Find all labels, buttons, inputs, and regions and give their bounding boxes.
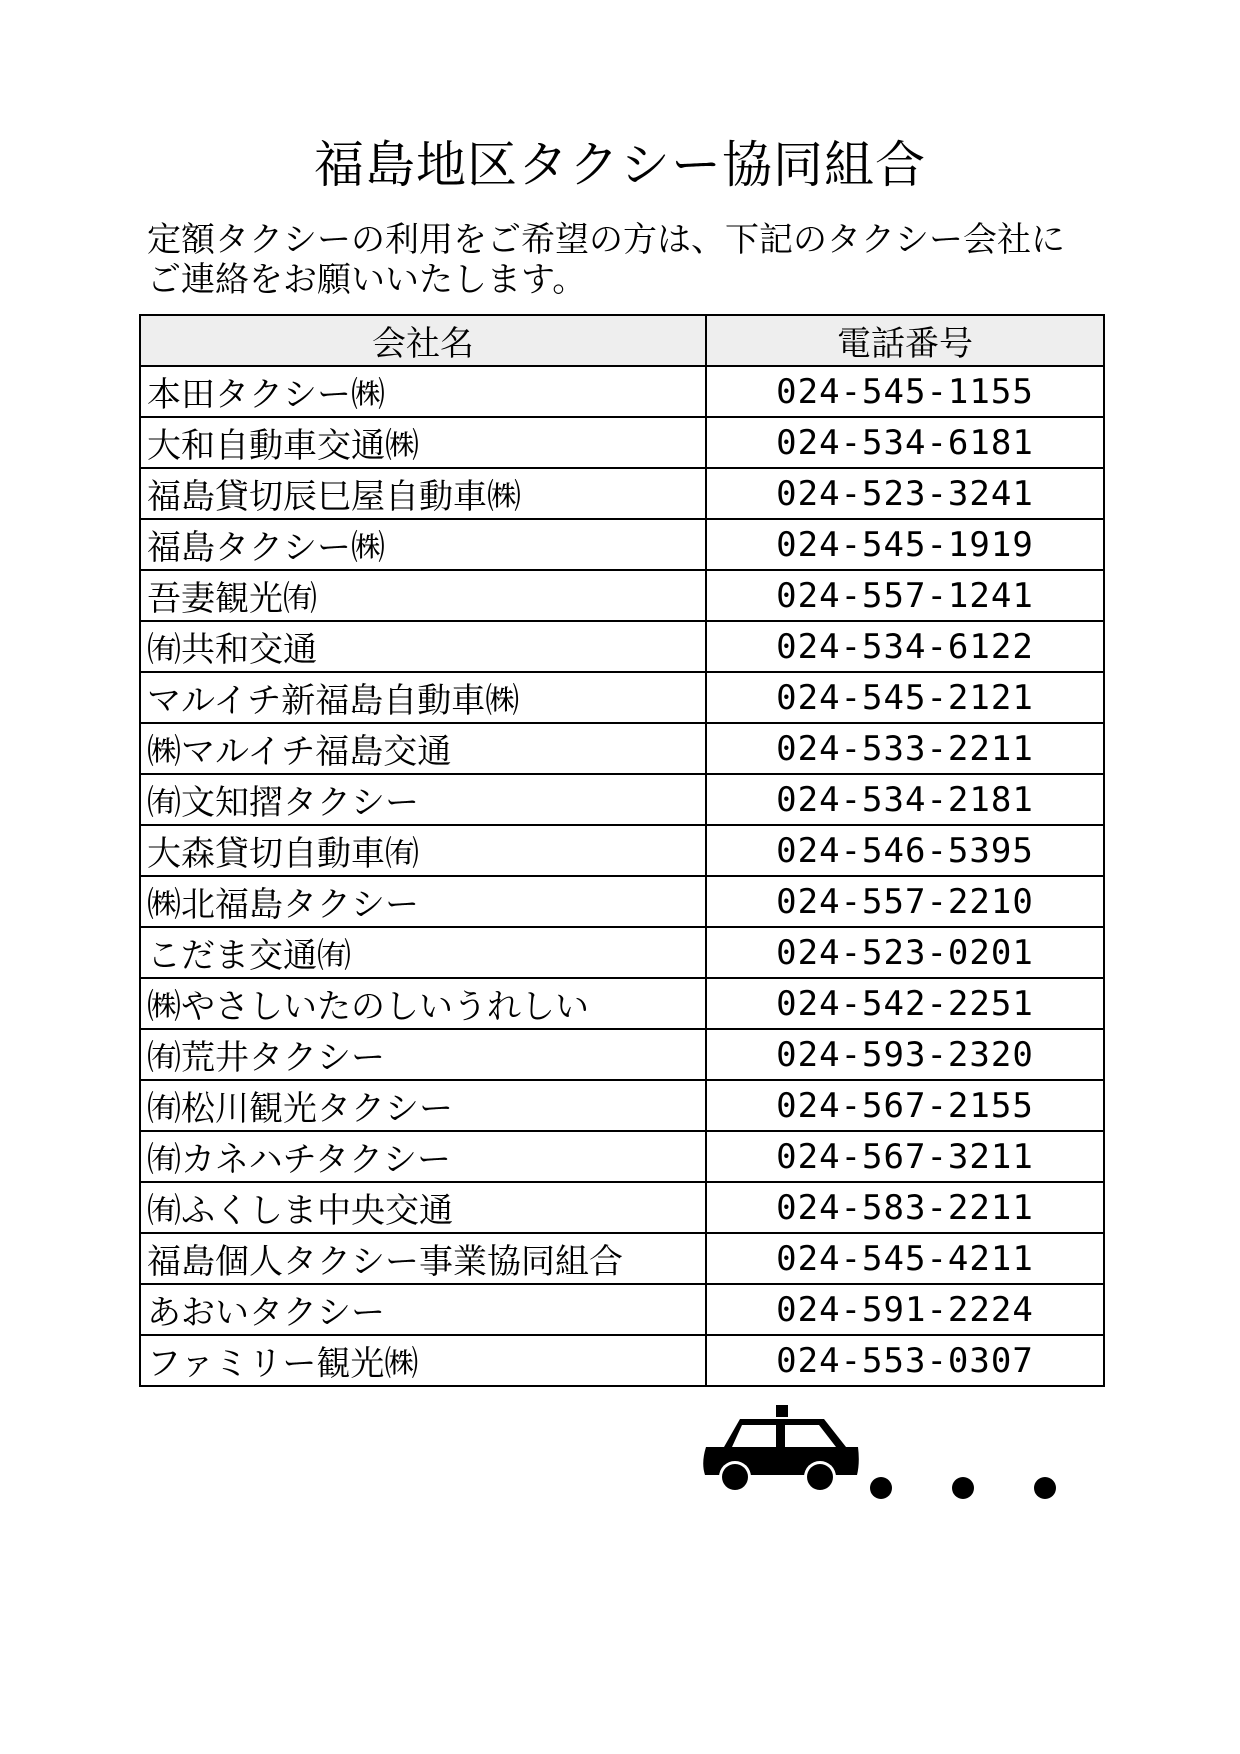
phone-number-cell: 024-553-0307 — [706, 1335, 1104, 1386]
phone-number-cell: 024-567-2155 — [706, 1080, 1104, 1131]
phone-number-cell: 024-545-1919 — [706, 519, 1104, 570]
phone-number-cell: 024-533-2211 — [706, 723, 1104, 774]
company-name-cell: ㈲カネハチタクシー — [140, 1131, 706, 1182]
dot-icon — [952, 1477, 974, 1499]
table-row — [140, 468, 1104, 519]
table-row — [140, 876, 1104, 927]
phone-number-cell: 024-534-6181 — [706, 417, 1104, 468]
phone-number-cell: 024-545-2121 — [706, 672, 1104, 723]
company-name-cell: ファミリー観光㈱ — [140, 1335, 706, 1386]
phone-number-cell: 024-593-2320 — [706, 1029, 1104, 1080]
phone-number-cell: 024-545-1155 — [706, 366, 1104, 417]
taxi-wheel-rear-icon — [807, 1464, 833, 1490]
header-phone-number: 電話番号 — [706, 315, 1104, 366]
company-name-cell: 本田タクシー㈱ — [140, 366, 706, 417]
phone-number-cell: 024-534-6122 — [706, 621, 1104, 672]
table-row — [140, 1335, 1104, 1386]
phone-number-cell: 024-583-2211 — [706, 1182, 1104, 1233]
company-name-cell: マルイチ新福島自動車㈱ — [140, 672, 706, 723]
taxi-sign-icon — [776, 1405, 788, 1417]
table-row — [140, 927, 1104, 978]
table-row — [140, 1182, 1104, 1233]
dot-icon — [870, 1477, 892, 1499]
taxi-company-table — [139, 314, 1105, 1387]
header-company-name: 会社名 — [140, 315, 706, 366]
taxi-icon — [700, 1405, 1070, 1515]
phone-number-cell: 024-523-3241 — [706, 468, 1104, 519]
company-name-cell: 大和自動車交通㈱ — [140, 417, 706, 468]
table-row — [140, 774, 1104, 825]
intro-line-1: 定額タクシーの利用をご希望の方は、下記のタクシー会社に — [147, 220, 1065, 260]
company-name-cell: ㈱やさしいたのしいうれしい — [140, 978, 706, 1029]
phone-number-cell: 024-591-2224 — [706, 1284, 1104, 1335]
phone-number-cell: 024-557-2210 — [706, 876, 1104, 927]
company-name-cell: ㈲共和交通 — [140, 621, 706, 672]
phone-number-cell: 024-557-1241 — [706, 570, 1104, 621]
table-header-row — [140, 315, 1104, 366]
table-row — [140, 723, 1104, 774]
phone-number-cell: 024-523-0201 — [706, 927, 1104, 978]
intro-line-2: ご連絡をお願いいたします。 — [147, 260, 587, 300]
intro-text — [147, 220, 1107, 300]
phone-number-cell: 024-545-4211 — [706, 1233, 1104, 1284]
table-row — [140, 417, 1104, 468]
company-name-cell: ㈲ふくしま中央交通 — [140, 1182, 706, 1233]
table-row — [140, 621, 1104, 672]
table-row — [140, 825, 1104, 876]
phone-number-cell: 024-546-5395 — [706, 825, 1104, 876]
table-row — [140, 1284, 1104, 1335]
taxi-wheel-front-icon — [722, 1464, 748, 1490]
table-row — [140, 1233, 1104, 1284]
company-name-cell: 福島貸切辰巳屋自動車㈱ — [140, 468, 706, 519]
table-row — [140, 1080, 1104, 1131]
company-name-cell: 福島タクシー㈱ — [140, 519, 706, 570]
company-name-cell: ㈱北福島タクシー — [140, 876, 706, 927]
table-row — [140, 978, 1104, 1029]
company-name-cell: 福島個人タクシー事業協同組合 — [140, 1233, 706, 1284]
dot-icon — [1034, 1477, 1056, 1499]
table-row — [140, 519, 1104, 570]
company-name-cell: ㈲荒井タクシー — [140, 1029, 706, 1080]
table-row — [140, 570, 1104, 621]
table-body — [140, 366, 1104, 1386]
company-name-cell: 大森貸切自動車㈲ — [140, 825, 706, 876]
company-name-cell: ㈲文知摺タクシー — [140, 774, 706, 825]
phone-number-cell: 024-567-3211 — [706, 1131, 1104, 1182]
table-row — [140, 672, 1104, 723]
table-row — [140, 366, 1104, 417]
table-row — [140, 1029, 1104, 1080]
company-name-cell: ㈲松川観光タクシー — [140, 1080, 706, 1131]
phone-number-cell: 024-534-2181 — [706, 774, 1104, 825]
company-name-cell: ㈱マルイチ福島交通 — [140, 723, 706, 774]
table-row — [140, 1131, 1104, 1182]
company-name-cell: 吾妻観光㈲ — [140, 570, 706, 621]
phone-number-cell: 024-542-2251 — [706, 978, 1104, 1029]
company-name-cell: あおいタクシー — [140, 1284, 706, 1335]
page-title: 福島地区タクシー協同組合 — [314, 136, 926, 194]
company-name-cell: こだま交通㈲ — [140, 927, 706, 978]
